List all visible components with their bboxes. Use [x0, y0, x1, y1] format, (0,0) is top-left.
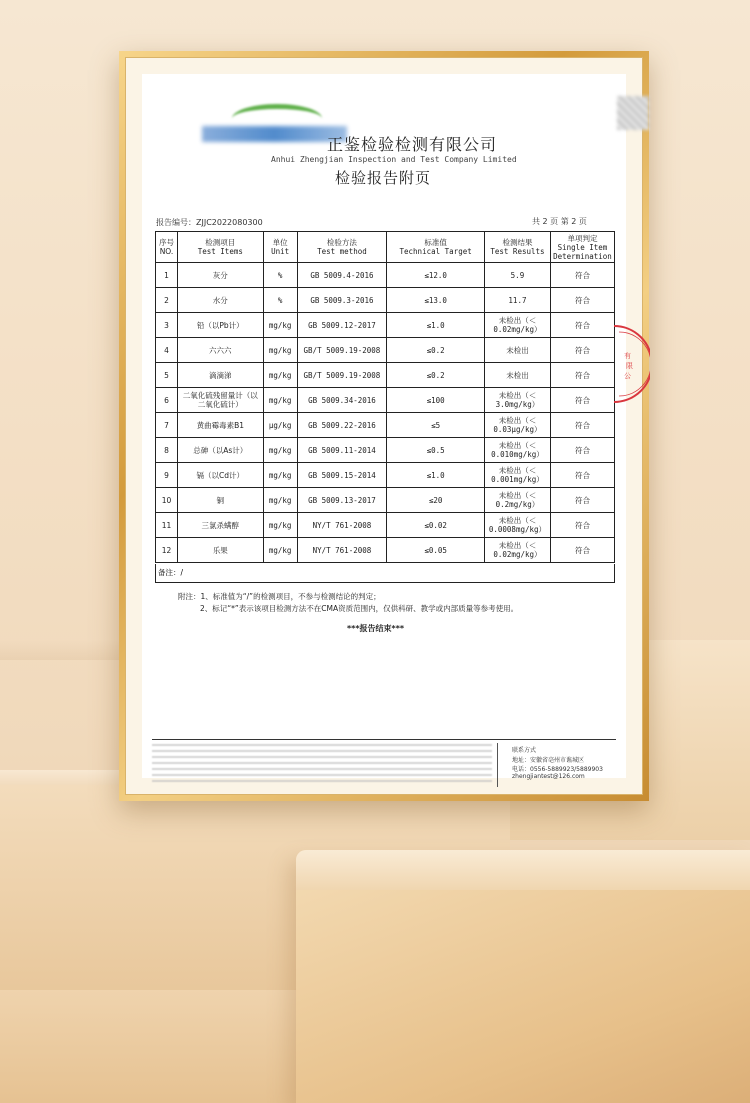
technical-target: ≤20 — [387, 488, 485, 513]
company-logo — [202, 104, 347, 146]
test-method: GB 5009.15-2014 — [297, 463, 387, 488]
svg-text:有: 有 — [624, 352, 631, 360]
contact-label: 联系方式 — [512, 747, 537, 754]
svg-text:限: 限 — [626, 362, 633, 370]
test-result: 5.9 — [484, 263, 550, 288]
test-result: 未检出（＜0.03μg/kg） — [484, 413, 550, 438]
svg-text:公: 公 — [624, 372, 631, 380]
header-target: 标准值 Technical Target — [387, 232, 485, 263]
test-method: NY/T 761-2008 — [297, 513, 387, 538]
table-row — [156, 463, 615, 488]
company-name-en: Anhui Zhengjian Inspection and Test Company Limited — [271, 155, 517, 164]
header-method: 检验方法 Test method — [297, 232, 387, 263]
row-number: 4 — [156, 338, 178, 363]
unit: mg/kg — [263, 338, 297, 363]
table-row — [156, 488, 615, 513]
header-verdict: 单项判定 Single Item Determination — [550, 232, 614, 263]
verdict: 符合 — [550, 538, 614, 563]
qr-code-icon — [617, 96, 649, 130]
technical-target: ≤0.02 — [387, 513, 485, 538]
verdict: 符合 — [550, 488, 614, 513]
table-row — [156, 263, 615, 288]
verdict: 符合 — [550, 338, 614, 363]
verdict: 符合 — [550, 288, 614, 313]
table-row — [156, 388, 615, 413]
header-result: 检测结果 Test Results — [484, 232, 550, 263]
note-line-1: 附注：1、标准值为“/”的检测项目，不参与检测结论的判定； — [178, 592, 381, 601]
table-row — [156, 313, 615, 338]
unit: mg/kg — [263, 388, 297, 413]
verdict: 符合 — [550, 313, 614, 338]
test-method: GB 5009.22-2016 — [297, 413, 387, 438]
report-end-mark: ***报告结束*** — [347, 624, 405, 633]
contact-address: 地址：安徽省亳州市谯城区 — [512, 757, 585, 764]
row-number: 2 — [156, 288, 178, 313]
results-table — [155, 231, 615, 563]
header-item: 检测项目 Test Items — [177, 232, 263, 263]
table-row — [156, 413, 615, 438]
company-name: 正鉴检验检测有限公司 — [327, 135, 498, 154]
row-number: 3 — [156, 313, 178, 338]
verdict: 符合 — [550, 513, 614, 538]
test-item: 六六六 — [177, 338, 263, 363]
row-number: 9 — [156, 463, 178, 488]
test-result: 未检出（＜0.010mg/kg） — [484, 438, 550, 463]
test-item: 二氧化硫残留量计（以二氧化硫计） — [177, 388, 263, 413]
frame-mat — [125, 57, 643, 795]
test-method: GB 5009.13-2017 — [297, 488, 387, 513]
test-method: GB 5009.34-2016 — [297, 388, 387, 413]
test-item: 滴滴涕 — [177, 363, 263, 388]
test-result: 11.7 — [484, 288, 550, 313]
test-item: 黄曲霉毒素B1 — [177, 413, 263, 438]
inspection-seal-stamp — [610, 324, 650, 404]
row-number: 10 — [156, 488, 178, 513]
row-number: 11 — [156, 513, 178, 538]
fine-print-block — [152, 744, 492, 784]
table-row — [156, 288, 615, 313]
test-item: 铅（以Pb计） — [177, 313, 263, 338]
test-result: 未检出（＜0.02mg/kg） — [484, 313, 550, 338]
test-method: GB/T 5009.19-2008 — [297, 338, 387, 363]
row-number: 6 — [156, 388, 178, 413]
technical-target: ≤12.0 — [387, 263, 485, 288]
report-number: 报告编号：ZJJC2022080300 — [156, 218, 263, 227]
report-page — [142, 74, 633, 780]
test-item: 铜 — [177, 488, 263, 513]
verdict: 符合 — [550, 413, 614, 438]
technical-target: ≤1.0 — [387, 463, 485, 488]
remark-row: 备注：/ — [155, 564, 615, 583]
row-number: 8 — [156, 438, 178, 463]
footer-rule — [152, 739, 616, 740]
table-row — [156, 438, 615, 463]
verdict: 符合 — [550, 438, 614, 463]
test-result: 未检出（＜0.02mg/kg） — [484, 538, 550, 563]
test-result: 未检出 — [484, 363, 550, 388]
unit: % — [263, 288, 297, 313]
unit: mg/kg — [263, 313, 297, 338]
test-result: 未检出（＜0.2mg/kg） — [484, 488, 550, 513]
logo-text-blurred — [202, 126, 347, 142]
unit: mg/kg — [263, 538, 297, 563]
technical-target: ≤0.05 — [387, 538, 485, 563]
technical-target: ≤0.2 — [387, 363, 485, 388]
row-number: 1 — [156, 263, 178, 288]
footer-divider — [497, 743, 498, 787]
table-row — [156, 538, 615, 563]
unit: mg/kg — [263, 513, 297, 538]
test-item: 总砷（以As计） — [177, 438, 263, 463]
table-row — [156, 363, 615, 388]
test-item: 灰分 — [177, 263, 263, 288]
document-title: 检验报告附页 — [335, 169, 432, 187]
display-block-top — [296, 850, 750, 890]
header-no: 序号 NO. — [156, 232, 178, 263]
table-body — [156, 263, 615, 563]
unit: mg/kg — [263, 363, 297, 388]
verdict: 符合 — [550, 388, 614, 413]
table-row — [156, 513, 615, 538]
test-result: 未检出（＜0.001mg/kg） — [484, 463, 550, 488]
test-item: 水分 — [177, 288, 263, 313]
floor — [0, 990, 296, 1103]
test-method: GB/T 5009.19-2008 — [297, 363, 387, 388]
test-method: GB 5009.12-2017 — [297, 313, 387, 338]
technical-target: ≤0.2 — [387, 338, 485, 363]
verdict: 符合 — [550, 463, 614, 488]
technical-target: ≤1.0 — [387, 313, 485, 338]
unit: mg/kg — [263, 463, 297, 488]
test-item: 三氯杀螨醇 — [177, 513, 263, 538]
verdict: 符合 — [550, 363, 614, 388]
table-row — [156, 338, 615, 363]
test-result: 未检出（＜3.0mg/kg） — [484, 388, 550, 413]
test-method: GB 5009.11-2014 — [297, 438, 387, 463]
technical-target: ≤0.5 — [387, 438, 485, 463]
unit: mg/kg — [263, 438, 297, 463]
test-method: GB 5009.4-2016 — [297, 263, 387, 288]
test-item: 乐果 — [177, 538, 263, 563]
verdict: 符合 — [550, 263, 614, 288]
row-number: 12 — [156, 538, 178, 563]
table-header-row — [156, 232, 615, 263]
unit: mg/kg — [263, 488, 297, 513]
technical-target: ≤100 — [387, 388, 485, 413]
test-result: 未检出（＜0.0008mg/kg） — [484, 513, 550, 538]
unit: μg/kg — [263, 413, 297, 438]
test-item: 镉（以Cd计） — [177, 463, 263, 488]
technical-target: ≤13.0 — [387, 288, 485, 313]
test-result: 未检出 — [484, 338, 550, 363]
contact-phone: 电话：0556-5889923/5889903 — [512, 766, 603, 773]
test-method: NY/T 761-2008 — [297, 538, 387, 563]
row-number: 5 — [156, 363, 178, 388]
technical-target: ≤5 — [387, 413, 485, 438]
picture-frame — [119, 51, 649, 801]
test-method: GB 5009.3-2016 — [297, 288, 387, 313]
unit: % — [263, 263, 297, 288]
contact-email: zhengjiantest@126.com — [512, 773, 585, 780]
page-info: 共 2 页 第 2 页 — [532, 217, 587, 226]
header-unit: 单位 Unit — [263, 232, 297, 263]
note-line-2: 2、标记“*”表示该项目检测方法不在CMA资质范围内，仅供科研、教学或内部质量等参考使用。 — [200, 604, 519, 613]
row-number: 7 — [156, 413, 178, 438]
